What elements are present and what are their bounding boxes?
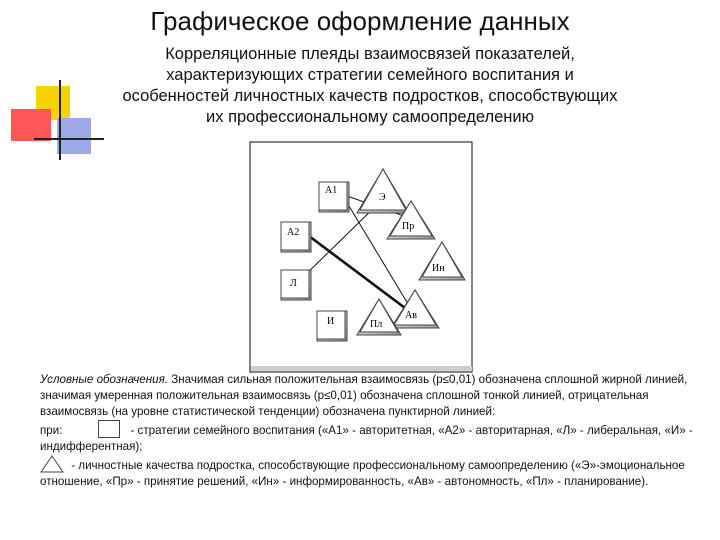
subtitle-line: характеризующих стратегии семейного воспитания и [166,66,574,84]
subtitle-line: особенностей личностных качеств подростков, способствующих [122,87,618,105]
legend [40,372,704,490]
legend-squares [40,420,704,455]
subtitle-line: их профессиональному самоопределению [206,108,534,126]
legend-text: Значимая сильная положительная взаимосвязь (p≤0,01) обозначена сплошной жирной линией, значимая умеренная положительная взаимосвязь (p≤0,01) обозначена сплошной тонкой линией, отрицательная взаимосвязь (на уровне статистической тенденции) обозначена пунктирной линией: [40,373,688,418]
legend-triangles-text: - личностные качества подростка, способствующие профессиональному самоопределению («Э»-эмоциональное отношение, «Пр» - принятие решений, «Ин» - информированность, «Ав» - автономность, «Пл» - планирование). [40,459,685,488]
node-i [317,311,347,341]
node-label: Ин [432,263,445,274]
node-label: Ав [405,310,417,321]
legend-triangles [40,455,704,490]
legend-pri: при: [40,424,63,437]
square-symbol [98,420,120,438]
node-a1 [319,182,349,212]
legend-label: Условные обозначения. [40,373,168,386]
diagram-frame-shadow [251,366,472,371]
ornament-horizontal-line [34,138,104,140]
node-label: А2 [287,227,300,238]
legend-squares-text: - стратегии семейного воспитания («А1» - авторитетная, «А2» - авторитарная, «Л» - либеральная, «И» - индифферентная); [40,424,693,453]
slide-subtitle [40,44,700,128]
node-l [281,270,311,300]
triangle-symbol [40,455,64,473]
node-label: Э [379,192,386,203]
node-label: И [327,316,335,327]
node-label: Пл [370,319,383,330]
node-label: Л [290,278,297,289]
node-label: Пр [402,221,415,232]
subtitle-line: Корреляционные плеяды взаимосвязей показателей, [165,45,575,63]
slide-title: Графическое оформление данных [150,6,570,36]
legend-intro [40,372,704,420]
node-a2 [281,222,311,252]
node-label: А1 [325,185,338,196]
correlation-pleiad-diagram [249,141,473,373]
